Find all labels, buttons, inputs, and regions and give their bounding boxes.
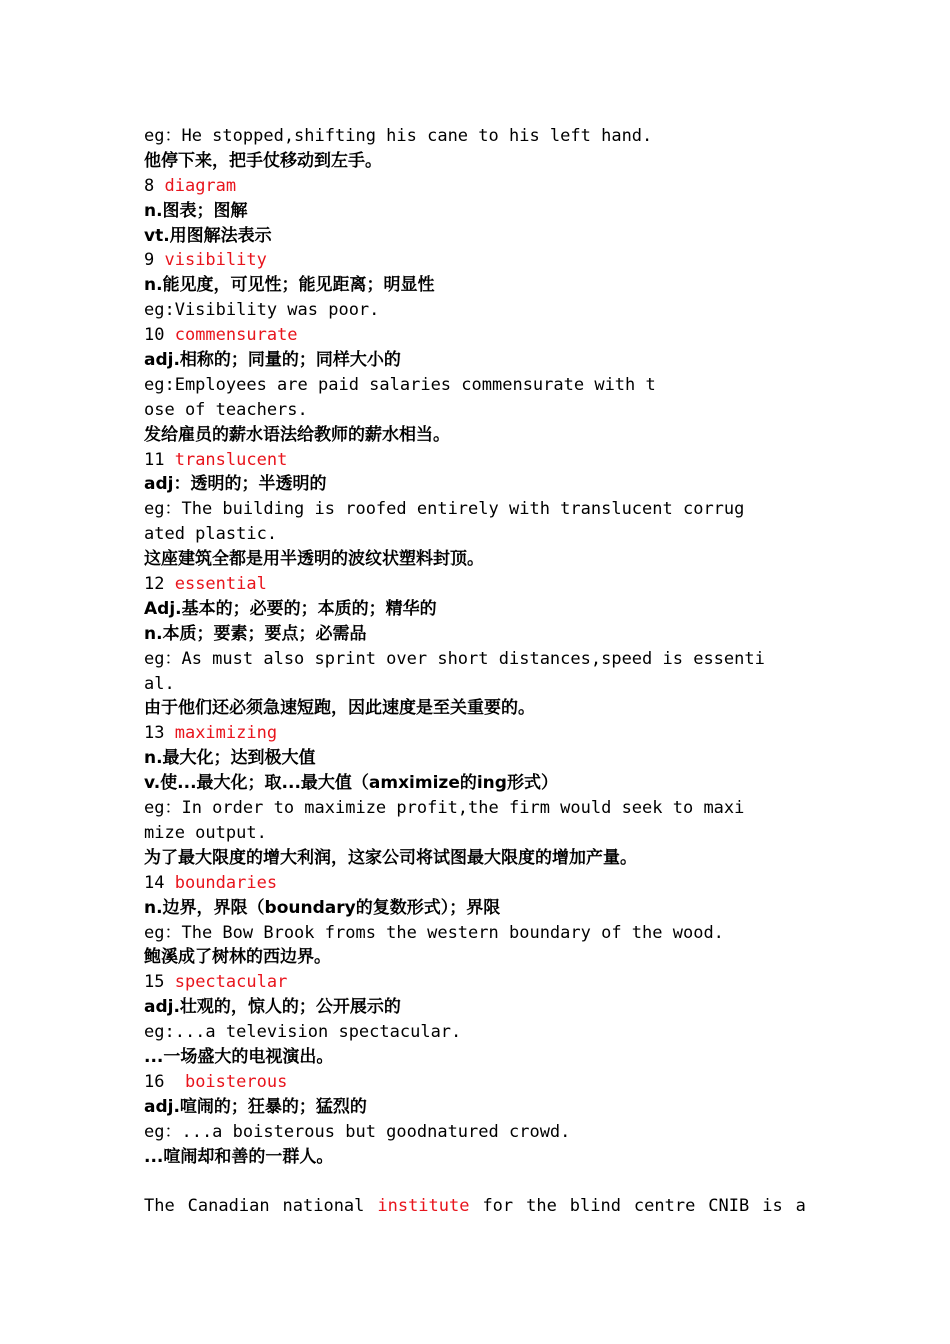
definition-line: adj.壮观的，惊人的；公开展示的 — [144, 997, 401, 1018]
entry-heading — [144, 1070, 824, 1095]
entry-heading — [144, 970, 824, 995]
entry-heading — [144, 721, 824, 746]
entry-number: 9 — [144, 250, 165, 271]
paragraph-word: national — [282, 1196, 365, 1217]
entry-number: 15 — [144, 972, 175, 993]
entry-word: maximizing — [174, 723, 278, 744]
example-line: eg:...a television spectacular. — [144, 1022, 462, 1043]
entry-number: 14 — [144, 872, 175, 893]
blank-line — [144, 1169, 824, 1194]
example-line: mize output. — [144, 822, 267, 843]
example-line: ose of teachers. — [144, 399, 308, 420]
definition-line: vt.用图解法表示 — [144, 225, 272, 246]
entry-number: 13 — [144, 723, 175, 744]
paragraph-word: CNIB — [708, 1196, 750, 1217]
entry-number: 8 — [144, 175, 165, 196]
entry-word: diagram — [164, 175, 237, 196]
definition-line: n.本质；要素；要点；必需品 — [144, 623, 367, 644]
entry-heading — [144, 174, 824, 199]
definition-line: adj：透明的；半透明的 — [144, 474, 327, 495]
example-line: eg:Visibility was poor. — [144, 300, 380, 321]
definition-line: 鲍溪成了树林的西边界。 — [144, 947, 331, 968]
definition-line: Adj.基本的；必要的；本质的；精华的 — [144, 598, 437, 619]
definition-line: 他停下来，把手仗移动到左手。 — [144, 150, 382, 171]
example-line: eg：...a boisterous but goodnatured crowd. — [144, 1121, 571, 1142]
definition-line: adj.喧闹的；狂暴的；猛烈的 — [144, 1096, 367, 1117]
entry-number: 10 — [144, 325, 175, 346]
definition-line: n.边界，界限（boundary的复数形式）；界限 — [144, 897, 501, 918]
entry-heading — [144, 448, 824, 473]
paragraph-word: Canadian — [187, 1196, 270, 1217]
example-line: eg：He stopped,shifting his cane to his left hand. — [144, 126, 653, 146]
example-line: eg：The building is roofed entirely with translucent corrug — [144, 499, 745, 520]
example-line: al. — [144, 673, 175, 694]
entry-word: translucent — [174, 449, 288, 470]
paragraph-word: institute — [377, 1196, 470, 1217]
entry-word: boundaries — [174, 872, 278, 893]
example-line: eg:Employees are paid salaries commensurate with t — [144, 374, 656, 395]
entry-heading — [144, 248, 824, 273]
definition-line: n.最大化；达到极大值 — [144, 748, 316, 769]
entry-word: commensurate — [174, 325, 298, 346]
example-line: eg：The Bow Brook froms the western boundary of the wood. — [144, 922, 724, 943]
vocabulary-list — [144, 124, 824, 1169]
definition-line: ...喧闹却和善的一群人。 — [144, 1146, 334, 1167]
definition-line: v.使...最大化；取...最大值（amximize的ing形式） — [144, 773, 558, 794]
entry-word: spectacular — [174, 972, 288, 993]
example-line: eg：In order to maximize profit,the firm would seek to maxi — [144, 798, 745, 819]
example-line: eg：As must also sprint over short distances,speed is essenti — [144, 648, 765, 669]
paragraph-word: centre — [633, 1196, 696, 1217]
definition-line: adj.相称的；同量的；同样大小的 — [144, 350, 401, 371]
paragraph-word: is — [762, 1196, 783, 1217]
entry-word: visibility — [164, 250, 267, 271]
definition-line: 由于他们还必须急速短跑，因此速度是至关重要的。 — [144, 698, 535, 719]
entry-heading — [144, 323, 824, 348]
paragraph-word: the — [526, 1196, 557, 1217]
entry-word: essential — [174, 574, 267, 595]
paragraph-word: blind — [569, 1196, 621, 1217]
definition-line: 发给雇员的薪水语法给教师的薪水相当。 — [144, 424, 450, 445]
paragraph-word: The — [144, 1196, 175, 1217]
entry-number: 11 — [144, 449, 175, 470]
passage-paragraph — [144, 1194, 806, 1219]
definition-line: n.能见度，可见性；能见距离；明显性 — [144, 275, 435, 296]
definition-line: ...一场盛大的电视演出。 — [144, 1046, 334, 1067]
example-line: ated plastic. — [144, 524, 278, 545]
paragraph-word: a — [795, 1196, 806, 1217]
definition-line: n.图表；图解 — [144, 200, 248, 221]
definition-line: 为了最大限度的增大利润，这家公司将试图最大限度的增加产量。 — [144, 847, 637, 868]
entry-word: boisterous — [184, 1071, 288, 1092]
entry-heading — [144, 871, 824, 896]
entry-number: 12 — [144, 574, 175, 595]
entry-number: 16 — [144, 1071, 185, 1092]
definition-line: 这座建筑全都是用半透明的波纹状塑料封顶。 — [144, 549, 484, 570]
entry-heading — [144, 572, 824, 597]
document-page — [144, 124, 824, 1219]
paragraph-word: for — [482, 1196, 514, 1217]
